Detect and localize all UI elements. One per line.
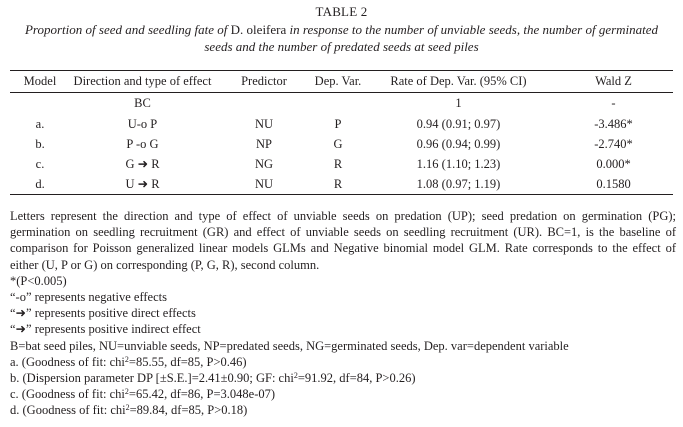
caption-species-name: D. oleifera (230, 22, 287, 37)
cell-rate: 0.94 (0.91; 0.97) (416, 116, 501, 131)
fit-c-text: c. (Goodness of fit: chi (10, 387, 125, 402)
cell-predictor: NP (256, 136, 272, 151)
cell-dep-var: P (334, 116, 342, 131)
header-model: Model (23, 74, 57, 88)
cell-direction: P -o G (126, 136, 159, 151)
results-table (10, 71, 673, 194)
footnote-fit-b (10, 370, 676, 386)
cell-model: d. (35, 176, 45, 191)
fit-a-text: a. (Goodness of fit: chi (10, 354, 125, 369)
cell-model: a. (35, 116, 45, 131)
table-row (10, 92, 673, 114)
caption-text-end: in response to the number of unviable seeds, the number of germinated seeds and the number of predated seeds at seed piles (204, 22, 659, 54)
footnote-positive-indirect: “➜” represents positive indirect effect (10, 322, 201, 337)
cell-dep-var (313, 92, 363, 114)
cell-rate: 1.08 (0.97; 1.19) (416, 176, 501, 191)
cell-direction: U-o P (127, 116, 158, 131)
fit-d-text: d. (Goodness of fit: chi (10, 403, 126, 418)
fit-d-values: =89.84, df=85, P>0.18) (129, 403, 248, 418)
fit-a-values: =85.55, df=85, P>0.46) (128, 354, 247, 369)
cell-dep-var: R (333, 156, 343, 171)
footnote-negative-effects: “-o” represents negative effects (10, 290, 167, 305)
cell-direction: G ➜ R (125, 157, 160, 171)
table-row (10, 114, 673, 134)
cell-rate: 0.96 (0.94; 0.99) (416, 136, 501, 151)
cell-predictor: NU (254, 116, 274, 131)
cell-predictor (215, 92, 313, 114)
table-bottom-rule (10, 194, 673, 195)
cell-wald-z: -3.486* (594, 116, 633, 131)
cell-dep-var: G (333, 136, 343, 151)
fit-a-superscript: 2 (124, 354, 129, 364)
cell-wald-z: 0.1580 (596, 176, 631, 191)
cell-model: c. (35, 156, 45, 171)
footnote-fit-d (10, 402, 676, 418)
table-row (10, 134, 673, 154)
header-direction: Direction and type of effect (73, 74, 212, 88)
footnote-paragraph: Letters represent the direction and type of effect of unviable seeds on predation (UP); seed predation on germination (PG); germination on seedling recruitment (GR) and effect of unviable seeds on seedling recruitment (UR). BC=1, is the baseline of comparison for Poisson generalized linear models GLMs and Negative binomial model GLM. Rate corresponds to the effect of either (U, P or G) on corresponding (P, G, R), second column. (10, 209, 676, 272)
cell-dep-var: R (333, 176, 343, 191)
caption-text-start: Proportion of seed and seedling fate of (24, 22, 231, 37)
cell-predictor: NG (254, 156, 274, 171)
fit-b-superscript: 2 (293, 371, 298, 381)
cell-rate: 1 (455, 95, 462, 110)
table-row (10, 154, 673, 174)
cell-direction: BC (134, 95, 151, 110)
footnote-fit-a (10, 354, 676, 370)
footnote-significance: *(P<0.005) (10, 273, 67, 288)
header-wald-z: Wald Z (595, 74, 632, 88)
footnote-positive-direct: “➜” represents positive direct effects (10, 306, 196, 321)
header-dep-var: Dep. Var. (314, 74, 362, 88)
table-caption (10, 21, 673, 55)
fit-c-values: =65.42, df=86, P=3.048e-07) (128, 387, 276, 402)
footnote-abbreviations: B=bat seed piles, NU=unviable seeds, NP=predated seeds, NG=germinated seeds, Dep. var=dependent variable (10, 338, 569, 353)
cell-direction: U ➜ R (125, 177, 160, 191)
cell-rate: 1.16 (1.10; 1.23) (416, 156, 501, 171)
footnote-fit-c (10, 386, 676, 402)
table-row (10, 174, 673, 194)
fit-d-superscript: 2 (125, 403, 130, 413)
table-footnotes (10, 208, 676, 419)
cell-wald-z: 0.000* (596, 156, 631, 171)
cell-model: b. (35, 136, 45, 151)
cell-wald-z: -2.740* (594, 136, 633, 151)
fit-c-superscript: 2 (124, 387, 129, 397)
fit-b-values: =91.92, df=84, P>0.26) (297, 371, 416, 386)
cell-predictor: NU (254, 176, 274, 191)
cell-wald-z: - (611, 95, 616, 110)
fit-b-text: b. (Dispersion parameter DP [±S.E.]=2.41±0.90; GF: chi (10, 371, 294, 386)
table-label: TABLE 2 (315, 4, 368, 19)
table-header-row (10, 71, 673, 92)
header-rate: Rate of Dep. Var. (95% CI) (390, 74, 527, 88)
cell-model (10, 92, 70, 114)
header-predictor: Predictor (241, 74, 287, 88)
